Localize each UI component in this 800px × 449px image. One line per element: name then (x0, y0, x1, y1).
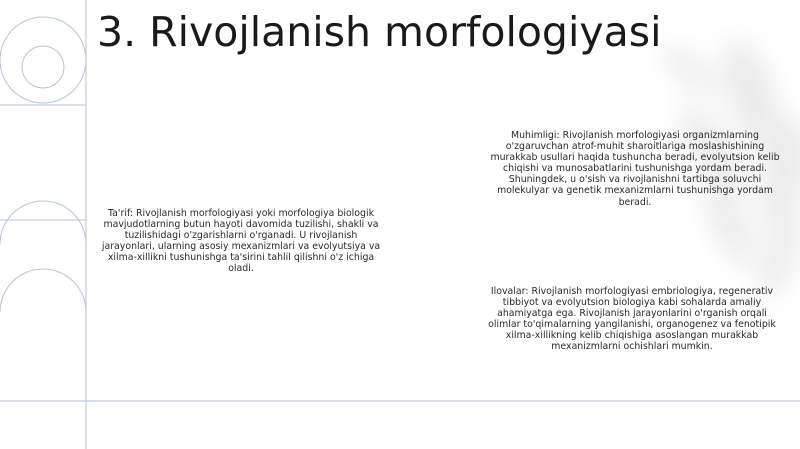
importance-text: Muhimligi: Rivojlanish morfologiyasi organizmlarning o'zgaruvchan atrof-muhit sharoitlariga moslashishining murakkab usullari haqida tushuncha beradi, evolyutsion kelib chiqishi va munosabatlarini tushunishga yordam beradi. Shuningdek, u o'sish va rivojlanishni tartibga soluvchi molekulyar va genetik mexanizmlarni tushunishga yordam beradi. (490, 130, 780, 208)
slide-title: 3. Rivojlanish morfologiyasi (97, 8, 662, 56)
deco-circle-small (22, 46, 64, 88)
deco-arc-top (0, 201, 86, 244)
deco-arc-bottom (0, 269, 86, 312)
deco-circle-large (0, 17, 86, 103)
definition-text: Ta'rif: Rivojlanish morfologiyasi yoki morfologiya biologik mavjudotlarning butun hayoti davomida tuzilishi, shakli va tuzilishidagi o'zgarishlarni o'rganadi. U rivojlanish jarayonlari, ularning asosiy mexanizmlari va evolyutsiya va xilma-xillikni tushunishga ta'sirini tahlil qilishni o'z ichiga oladi. (101, 208, 381, 275)
applications-text: Ilovalar: Rivojlanish morfologiyasi embriologiya, regenerativ tibbiyot va evolyutsion biologiya kabi sohalarda amaliy ahamiyatga ega. Rivojlanish jarayonlarini o'rganish orqali olimlar to'qimalarning yangilanishi, organogenez va fenotipik xilma-xillikning kelib chiqishiga asoslangan murakkab mexanizmlarni ochishlari mumkin. (488, 286, 776, 353)
